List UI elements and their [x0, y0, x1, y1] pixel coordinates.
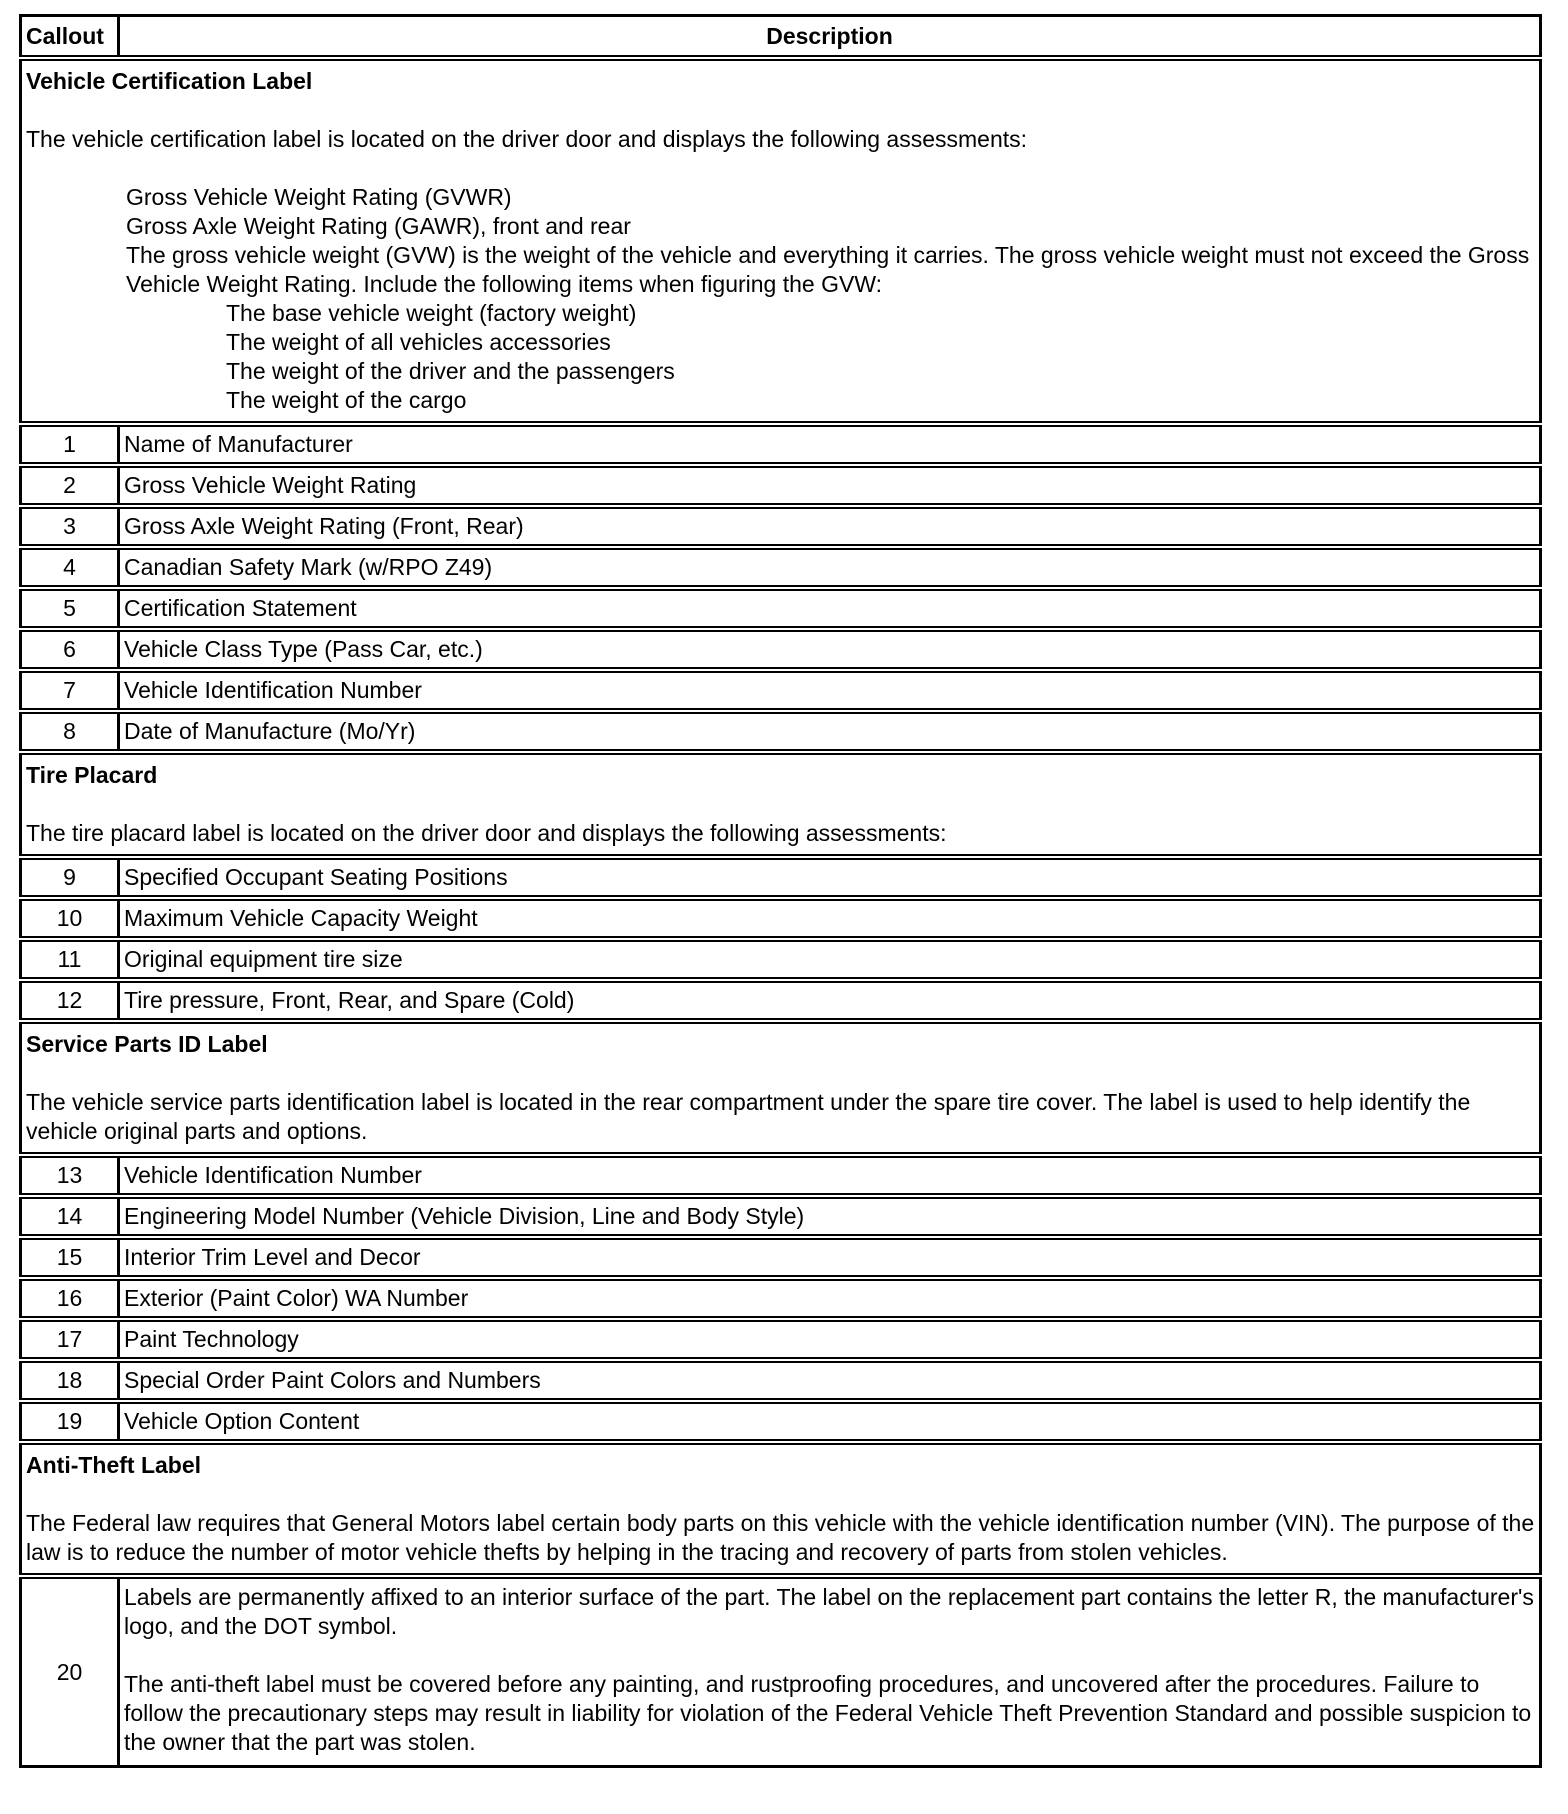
callout-description: Interior Trim Level and Decor [119, 1237, 1541, 1278]
callout-number: 11 [21, 939, 119, 980]
assessment-list [126, 183, 1535, 415]
gvw-item: The weight of the cargo [226, 387, 467, 413]
table-row [21, 1576, 1541, 1767]
table-row [21, 588, 1541, 629]
callout-description: Tire pressure, Front, Rear, and Spare (Cold) [119, 980, 1541, 1021]
callout-number: 17 [21, 1319, 119, 1360]
callout-number: 20 [21, 1576, 119, 1767]
assessment-item: Gross Axle Weight Rating (GAWR), front and rear [126, 213, 631, 239]
table-row [21, 424, 1541, 465]
callout-number: 1 [21, 424, 119, 465]
gvw-item: The weight of all vehicles accessories [226, 329, 611, 355]
section-anti-theft [21, 1442, 1541, 1576]
description-paragraph: Labels are permanently affixed to an interior surface of the part. The label on the replacement part contains the letter R, the manufacturer's logo, and the DOT symbol. [124, 1584, 1534, 1639]
table-row [21, 1278, 1541, 1319]
callout-number: 8 [21, 711, 119, 752]
callout-description: Vehicle Option Content [119, 1401, 1541, 1442]
table-row [21, 939, 1541, 980]
callout-number: 6 [21, 629, 119, 670]
callout-description: Engineering Model Number (Vehicle Division, Line and Body Style) [119, 1196, 1541, 1237]
callout-number: 19 [21, 1401, 119, 1442]
section-title: Service Parts ID Label [26, 1031, 268, 1057]
table-row [21, 670, 1541, 711]
section-service-parts [21, 1021, 1541, 1155]
callout-description [119, 1576, 1541, 1767]
callout-description: Gross Axle Weight Rating (Front, Rear) [119, 506, 1541, 547]
section-vehicle-cert-cell [21, 58, 1541, 424]
section-title: Tire Placard [26, 762, 158, 788]
callout-description: Gross Vehicle Weight Rating [119, 465, 1541, 506]
callout-description: Canadian Safety Mark (w/RPO Z49) [119, 547, 1541, 588]
table-row [21, 980, 1541, 1021]
assessment-item: The gross vehicle weight (GVW) is the weight of the vehicle and everything it carries. The gross vehicle weight must not exceed the Gross Vehicle Weight Rating. Include the following items when figuring the GVW: [126, 242, 1530, 297]
table-row [21, 1196, 1541, 1237]
callout-description: Paint Technology [119, 1319, 1541, 1360]
section-title: Anti-Theft Label [26, 1452, 202, 1478]
gvw-item-list [226, 299, 1535, 415]
callout-description: Certification Statement [119, 588, 1541, 629]
section-service-parts-cell [21, 1021, 1541, 1155]
callout-table-container [19, 14, 1539, 1768]
callout-description: Vehicle Class Type (Pass Car, etc.) [119, 629, 1541, 670]
callout-description: Exterior (Paint Color) WA Number [119, 1278, 1541, 1319]
callout-number: 2 [21, 465, 119, 506]
callout-number: 15 [21, 1237, 119, 1278]
section-intro: The vehicle service parts identification label is located in the rear compartment under the spare tire cover. The label is used to help identify the vehicle original parts and options. [26, 1089, 1471, 1144]
callout-description: Specified Occupant Seating Positions [119, 857, 1541, 898]
callout-number: 4 [21, 547, 119, 588]
callout-description: Vehicle Identification Number [119, 1155, 1541, 1196]
callout-number: 10 [21, 898, 119, 939]
section-vehicle-cert [21, 58, 1541, 424]
gvw-item: The weight of the driver and the passengers [226, 358, 675, 384]
callout-number: 3 [21, 506, 119, 547]
callout-description: Special Order Paint Colors and Numbers [119, 1360, 1541, 1401]
callout-description: Maximum Vehicle Capacity Weight [119, 898, 1541, 939]
callout-table [19, 14, 1542, 1768]
table-row [21, 711, 1541, 752]
section-intro: The tire placard label is located on the driver door and displays the following assessments: [26, 820, 947, 846]
callout-description: Vehicle Identification Number [119, 670, 1541, 711]
header-callout: Callout [21, 16, 119, 59]
section-tire-placard-cell [21, 752, 1541, 857]
assessment-item: Gross Vehicle Weight Rating (GVWR) [126, 184, 512, 210]
callout-number: 9 [21, 857, 119, 898]
table-row [21, 506, 1541, 547]
description-paragraph: The anti-theft label must be covered before any painting, and rustproofing procedures, and uncovered after the procedures. Failure to follow the precautionary steps may result in liability for violation of the Federal Vehicle Theft Prevention Standard and possible suspicion to the owner that the part was stolen. [124, 1671, 1532, 1755]
callout-number: 18 [21, 1360, 119, 1401]
callout-number: 13 [21, 1155, 119, 1196]
callout-number: 12 [21, 980, 119, 1021]
table-row [21, 1155, 1541, 1196]
section-tire-placard [21, 752, 1541, 857]
table-row [21, 547, 1541, 588]
section-intro: The vehicle certification label is located on the driver door and displays the following assessments: [26, 126, 1028, 152]
callout-description: Name of Manufacturer [119, 424, 1541, 465]
gvw-item: The base vehicle weight (factory weight) [226, 300, 637, 326]
callout-number: 5 [21, 588, 119, 629]
callout-number: 7 [21, 670, 119, 711]
table-row [21, 465, 1541, 506]
table-row [21, 1360, 1541, 1401]
table-row [21, 898, 1541, 939]
table-row [21, 629, 1541, 670]
callout-number: 16 [21, 1278, 119, 1319]
section-intro: The Federal law requires that General Motors label certain body parts on this vehicle with the vehicle identification number (VIN). The purpose of the law is to reduce the number of motor vehicle thefts by helping in the tracing and recovery of parts from stolen vehicles. [26, 1510, 1535, 1565]
section-anti-theft-cell [21, 1442, 1541, 1576]
table-row [21, 857, 1541, 898]
section-title: Vehicle Certification Label [26, 68, 313, 94]
callout-number: 14 [21, 1196, 119, 1237]
header-description: Description [119, 16, 1541, 59]
table-row [21, 1401, 1541, 1442]
callout-description: Original equipment tire size [119, 939, 1541, 980]
table-row [21, 1237, 1541, 1278]
table-row [21, 1319, 1541, 1360]
callout-description: Date of Manufacture (Mo/Yr) [119, 711, 1541, 752]
header-row [21, 16, 1541, 59]
